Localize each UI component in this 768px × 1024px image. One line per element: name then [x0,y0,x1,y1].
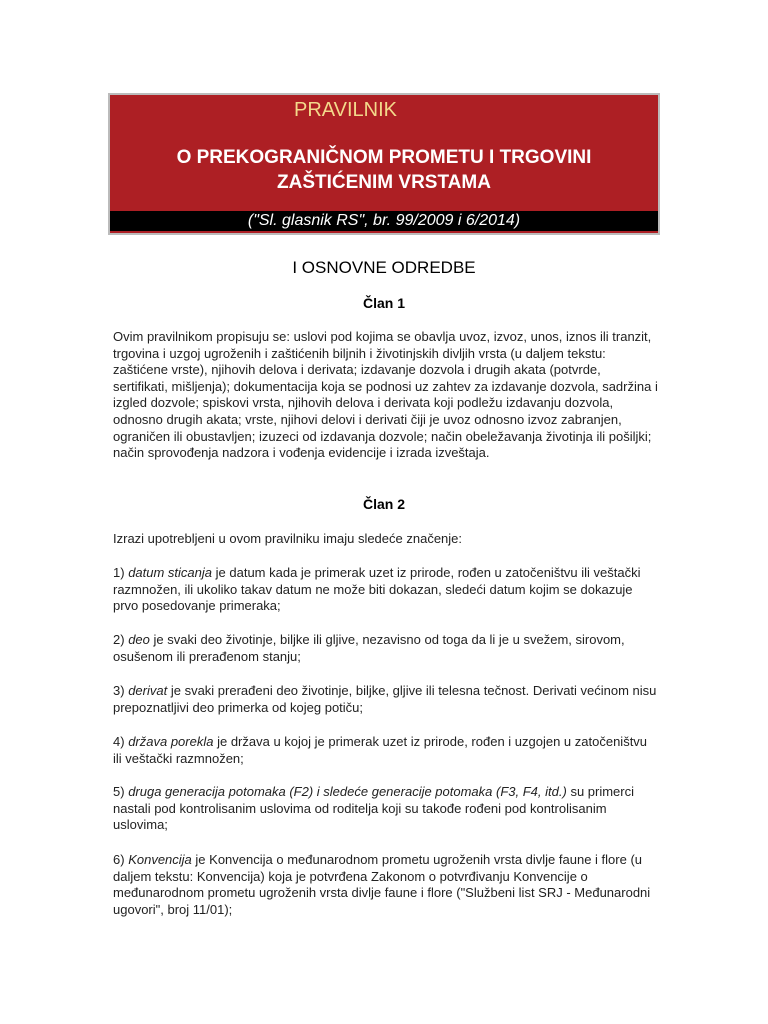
document-subtitle [110,145,658,195]
item-number: 2) [113,632,125,647]
title-banner [108,93,660,235]
article-1-text: Ovim pravilnikom propisuju se: uslovi pod kojima se obavlja uvoz, izvoz, unos, iznos ili tranzit, trgovina i uzgoj ugroženih i zaštićenih biljnih i životinjskih divljih vrsta (u daljem tekstu: zaštićene vrste), njihovih delova i derivata; izdavanje dozvola i drugih akata (potvrde, sertifikati, mišljenja); dokumentacija koja se podnosi uz zahtev za izdavanje dozvola, sadržina i izgled dozvole; spiskovi vrsta, njihovih delova i derivata koji podležu izdavanju dozvola, odnosno drugih akata; vrste, njihovi delovi i derivati čiji je uvoz odnosno izvoz zabranjen, ograničen ili obustavljen; izuzeci od izdavanja dozvole; način obeležavanja životinja ili pošiljki; način sprovođenja nadzora i vođenja evidencije i izrada izveštaja. [113,329,658,461]
item-text: je svaki deo životinje, biljke ili gljive, nezavisno od toga da li je u svežem, sirovom, osušenom ili prerađenom stanju; [113,632,625,664]
article-2-heading: Član 2 [362,496,405,512]
item-term: Konvencija [128,852,192,867]
item-text: je datum kada je primerak uzet iz prirode, rođen u zatočeništvu ili veštački razmnožen, ili ukoliko takav datum ne može biti dokazan, sledeći datum kojim se dokazuje prvo posedovanje primeraka; [113,565,641,614]
item-number: 6) [113,852,125,867]
item-text: je Konvencija o međunarodnom prometu ugroženih vrsta divlje faune i flore (u daljem tekstu: Konvencija) koja je potvrđena Zakonom o potvrđivanju Konvencije o međunarodnom prometu ugroženih vrsta divlje faune i flore ("Službeni list SRJ - Međunarodni ugovori", broj 11/01); [113,852,651,917]
item-number: 1) [113,565,125,580]
document-type-title: PRAVILNIK [294,99,397,121]
item-term: država porekla [128,734,214,749]
subtitle-line-1: O PREKOGRANIČNOM PROMETU I TRGOVINI [176,147,592,168]
list-item [113,784,658,834]
article-2-intro: Izrazi upotrebljeni u ovom pravilniku imaju sledeće značenje: [113,531,463,546]
list-item [113,734,658,767]
list-item [113,565,658,615]
item-term: derivat [128,683,168,698]
item-text: je država u kojoj je primerak uzet iz prirode, rođen i uzgojen u zatočeništvu ili veštački razmnožen; [113,734,648,766]
section-heading: I OSNOVNE ODREDBE [292,258,476,277]
list-item [113,683,658,716]
item-term: datum sticanja [128,565,213,580]
item-number: 4) [113,734,125,749]
item-number: 3) [113,683,125,698]
item-term: druga generacija potomaka (F2) i sledeće generacije potomaka (F3, F4, itd.) [128,784,567,799]
gazette-bar [110,211,658,231]
item-text: su primerci nastali pod kontrolisanim uslovima od roditelja koji su takođe rođeni pod kontrolisanim uslovima; [113,784,635,833]
article-1-heading: Član 1 [362,295,405,311]
item-text: je svaki prerađeni deo životinje, biljke, gljive ili telesna tečnost. Derivati većinom nisu prepoznatljivi deo primerka od kojeg potiču; [113,683,657,715]
gazette-reference: ("Sl. glasnik RS", br. 99/2009 i 6/2014) [247,212,521,229]
item-term: deo [128,632,150,647]
list-item [113,632,658,665]
item-number: 5) [113,784,125,799]
list-item [113,852,658,918]
banner-background [110,95,658,233]
subtitle-line-2: ZAŠTIĆENIM VRSTAMA [277,172,491,193]
